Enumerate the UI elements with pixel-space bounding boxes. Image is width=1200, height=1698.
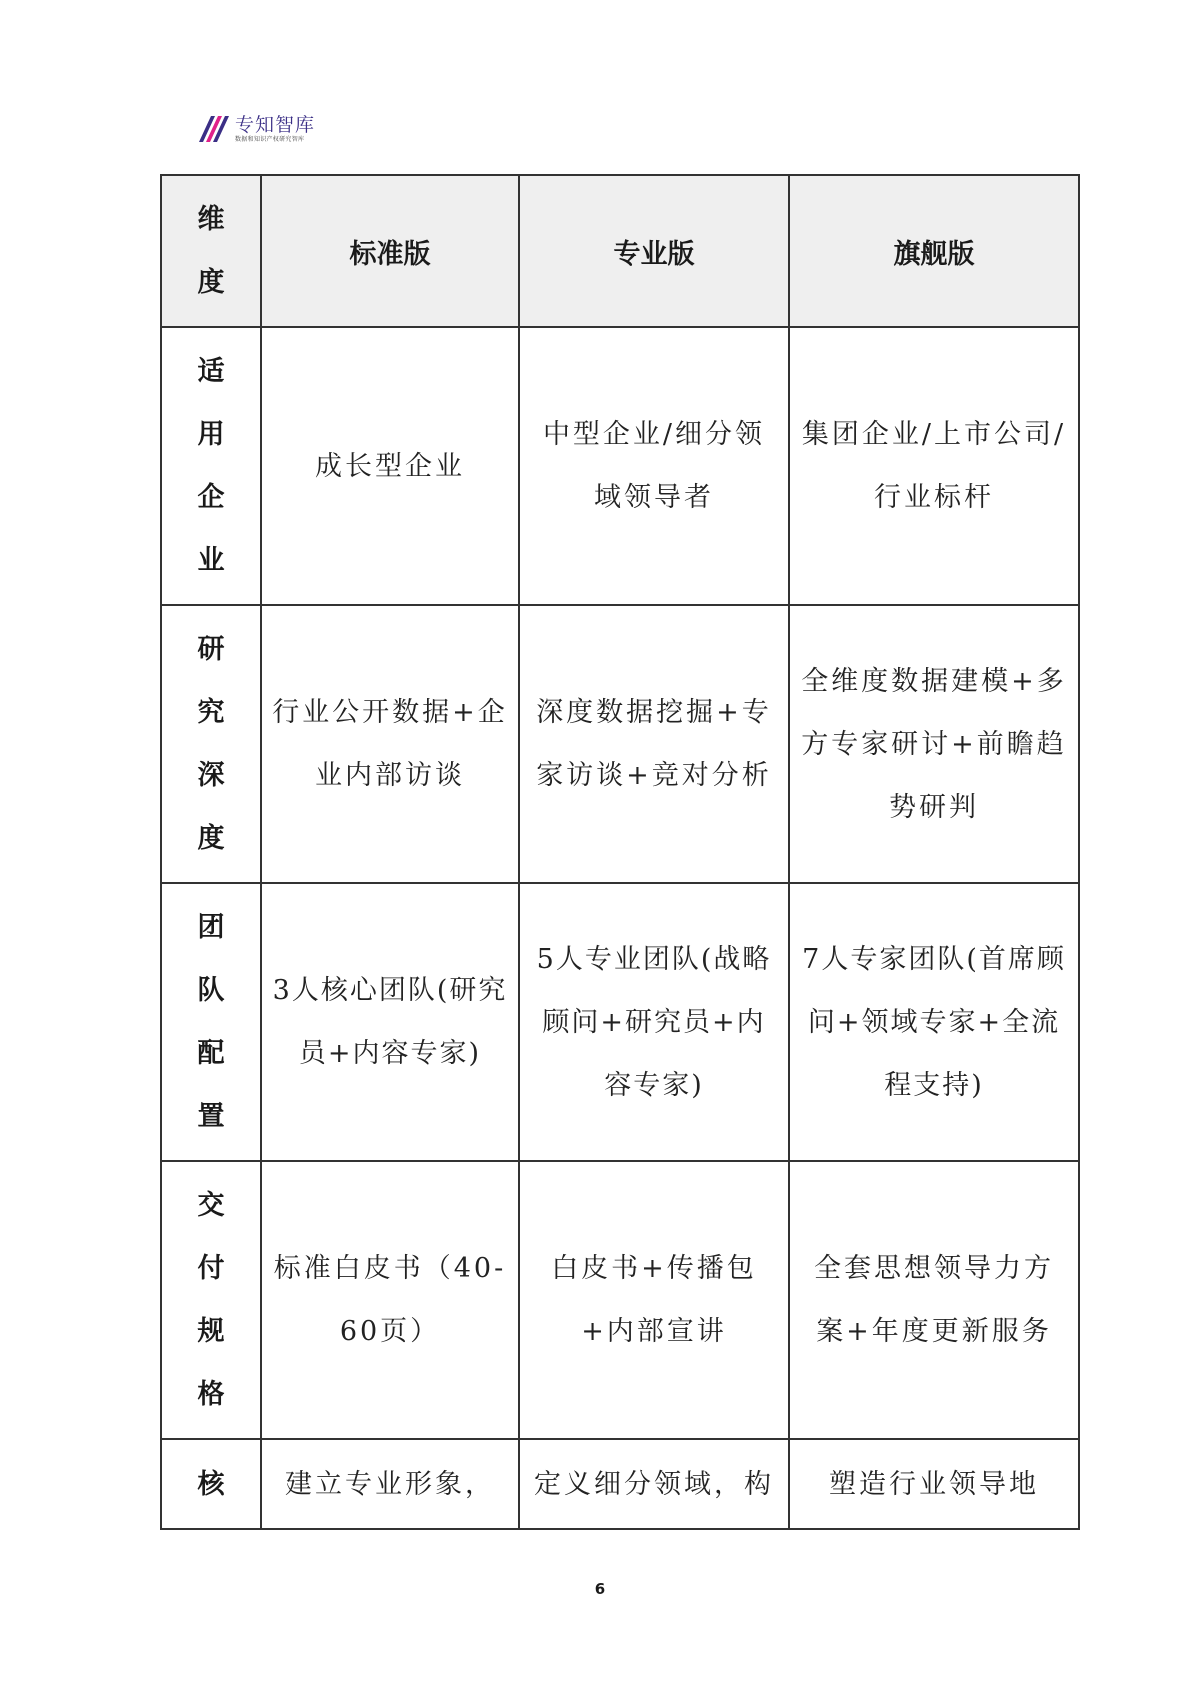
header-dimension bbox=[161, 175, 261, 327]
row-dimension-label: 研究深度 bbox=[197, 634, 225, 854]
cell-standard: 建立专业形象， bbox=[261, 1439, 519, 1529]
row-dimension-label: 适用企业 bbox=[197, 356, 225, 576]
cell-standard: 3人核心团队(研究员+内容专家) bbox=[261, 883, 519, 1161]
cell-standard: 行业公开数据+企业内部访谈 bbox=[261, 605, 519, 883]
cell-flagship: 全维度数据建模+多方专家研讨+前瞻趋势研判 bbox=[789, 605, 1079, 883]
row-dimension-label: 交付规格 bbox=[197, 1190, 225, 1410]
cell-standard: 成长型企业 bbox=[261, 327, 519, 605]
cell-flagship: 全套思想领导力方案+年度更新服务 bbox=[789, 1161, 1079, 1439]
header-dimension-label: 维度 bbox=[197, 204, 225, 298]
cell-professional: 深度数据挖掘+专家访谈+竞对分析 bbox=[519, 605, 789, 883]
cell-professional: 定义细分领域，构 bbox=[519, 1439, 789, 1529]
table-row bbox=[161, 1439, 1079, 1529]
table-row bbox=[161, 327, 1079, 605]
cell-professional: 白皮书+传播包+内部宣讲 bbox=[519, 1161, 789, 1439]
table-header-row bbox=[161, 175, 1079, 327]
row-dimension bbox=[161, 605, 261, 883]
logo-subtitle: 数据和知识产权研究智库 bbox=[235, 136, 305, 143]
cell-professional: 中型企业/细分领域领导者 bbox=[519, 327, 789, 605]
row-dimension bbox=[161, 1161, 261, 1439]
cell-flagship: 7人专家团队(首席顾问+领域专家+全流程支持) bbox=[789, 883, 1079, 1161]
logo bbox=[195, 112, 315, 146]
table-row bbox=[161, 883, 1079, 1161]
header-professional: 专业版 bbox=[519, 175, 789, 327]
cell-professional: 5人专业团队(战略顾问+研究员+内容专家) bbox=[519, 883, 789, 1161]
header-standard: 标准版 bbox=[261, 175, 519, 327]
row-dimension: 核 bbox=[161, 1439, 261, 1529]
header-flagship: 旗舰版 bbox=[789, 175, 1079, 327]
logo-name: 专知智库 bbox=[235, 114, 316, 136]
row-dimension bbox=[161, 327, 261, 605]
cell-flagship: 集团企业/上市公司/行业标杆 bbox=[789, 327, 1079, 605]
table-row bbox=[161, 1161, 1079, 1439]
cell-standard: 标准白皮书（40-60页） bbox=[261, 1161, 519, 1439]
page-number: 6 bbox=[594, 1580, 606, 1598]
comparison-table bbox=[160, 174, 1080, 1530]
zl-logo-icon bbox=[195, 112, 229, 146]
row-dimension-label: 团队配置 bbox=[197, 912, 225, 1132]
table-row bbox=[161, 605, 1079, 883]
cell-flagship: 塑造行业领导地 bbox=[789, 1439, 1079, 1529]
row-dimension bbox=[161, 883, 261, 1161]
